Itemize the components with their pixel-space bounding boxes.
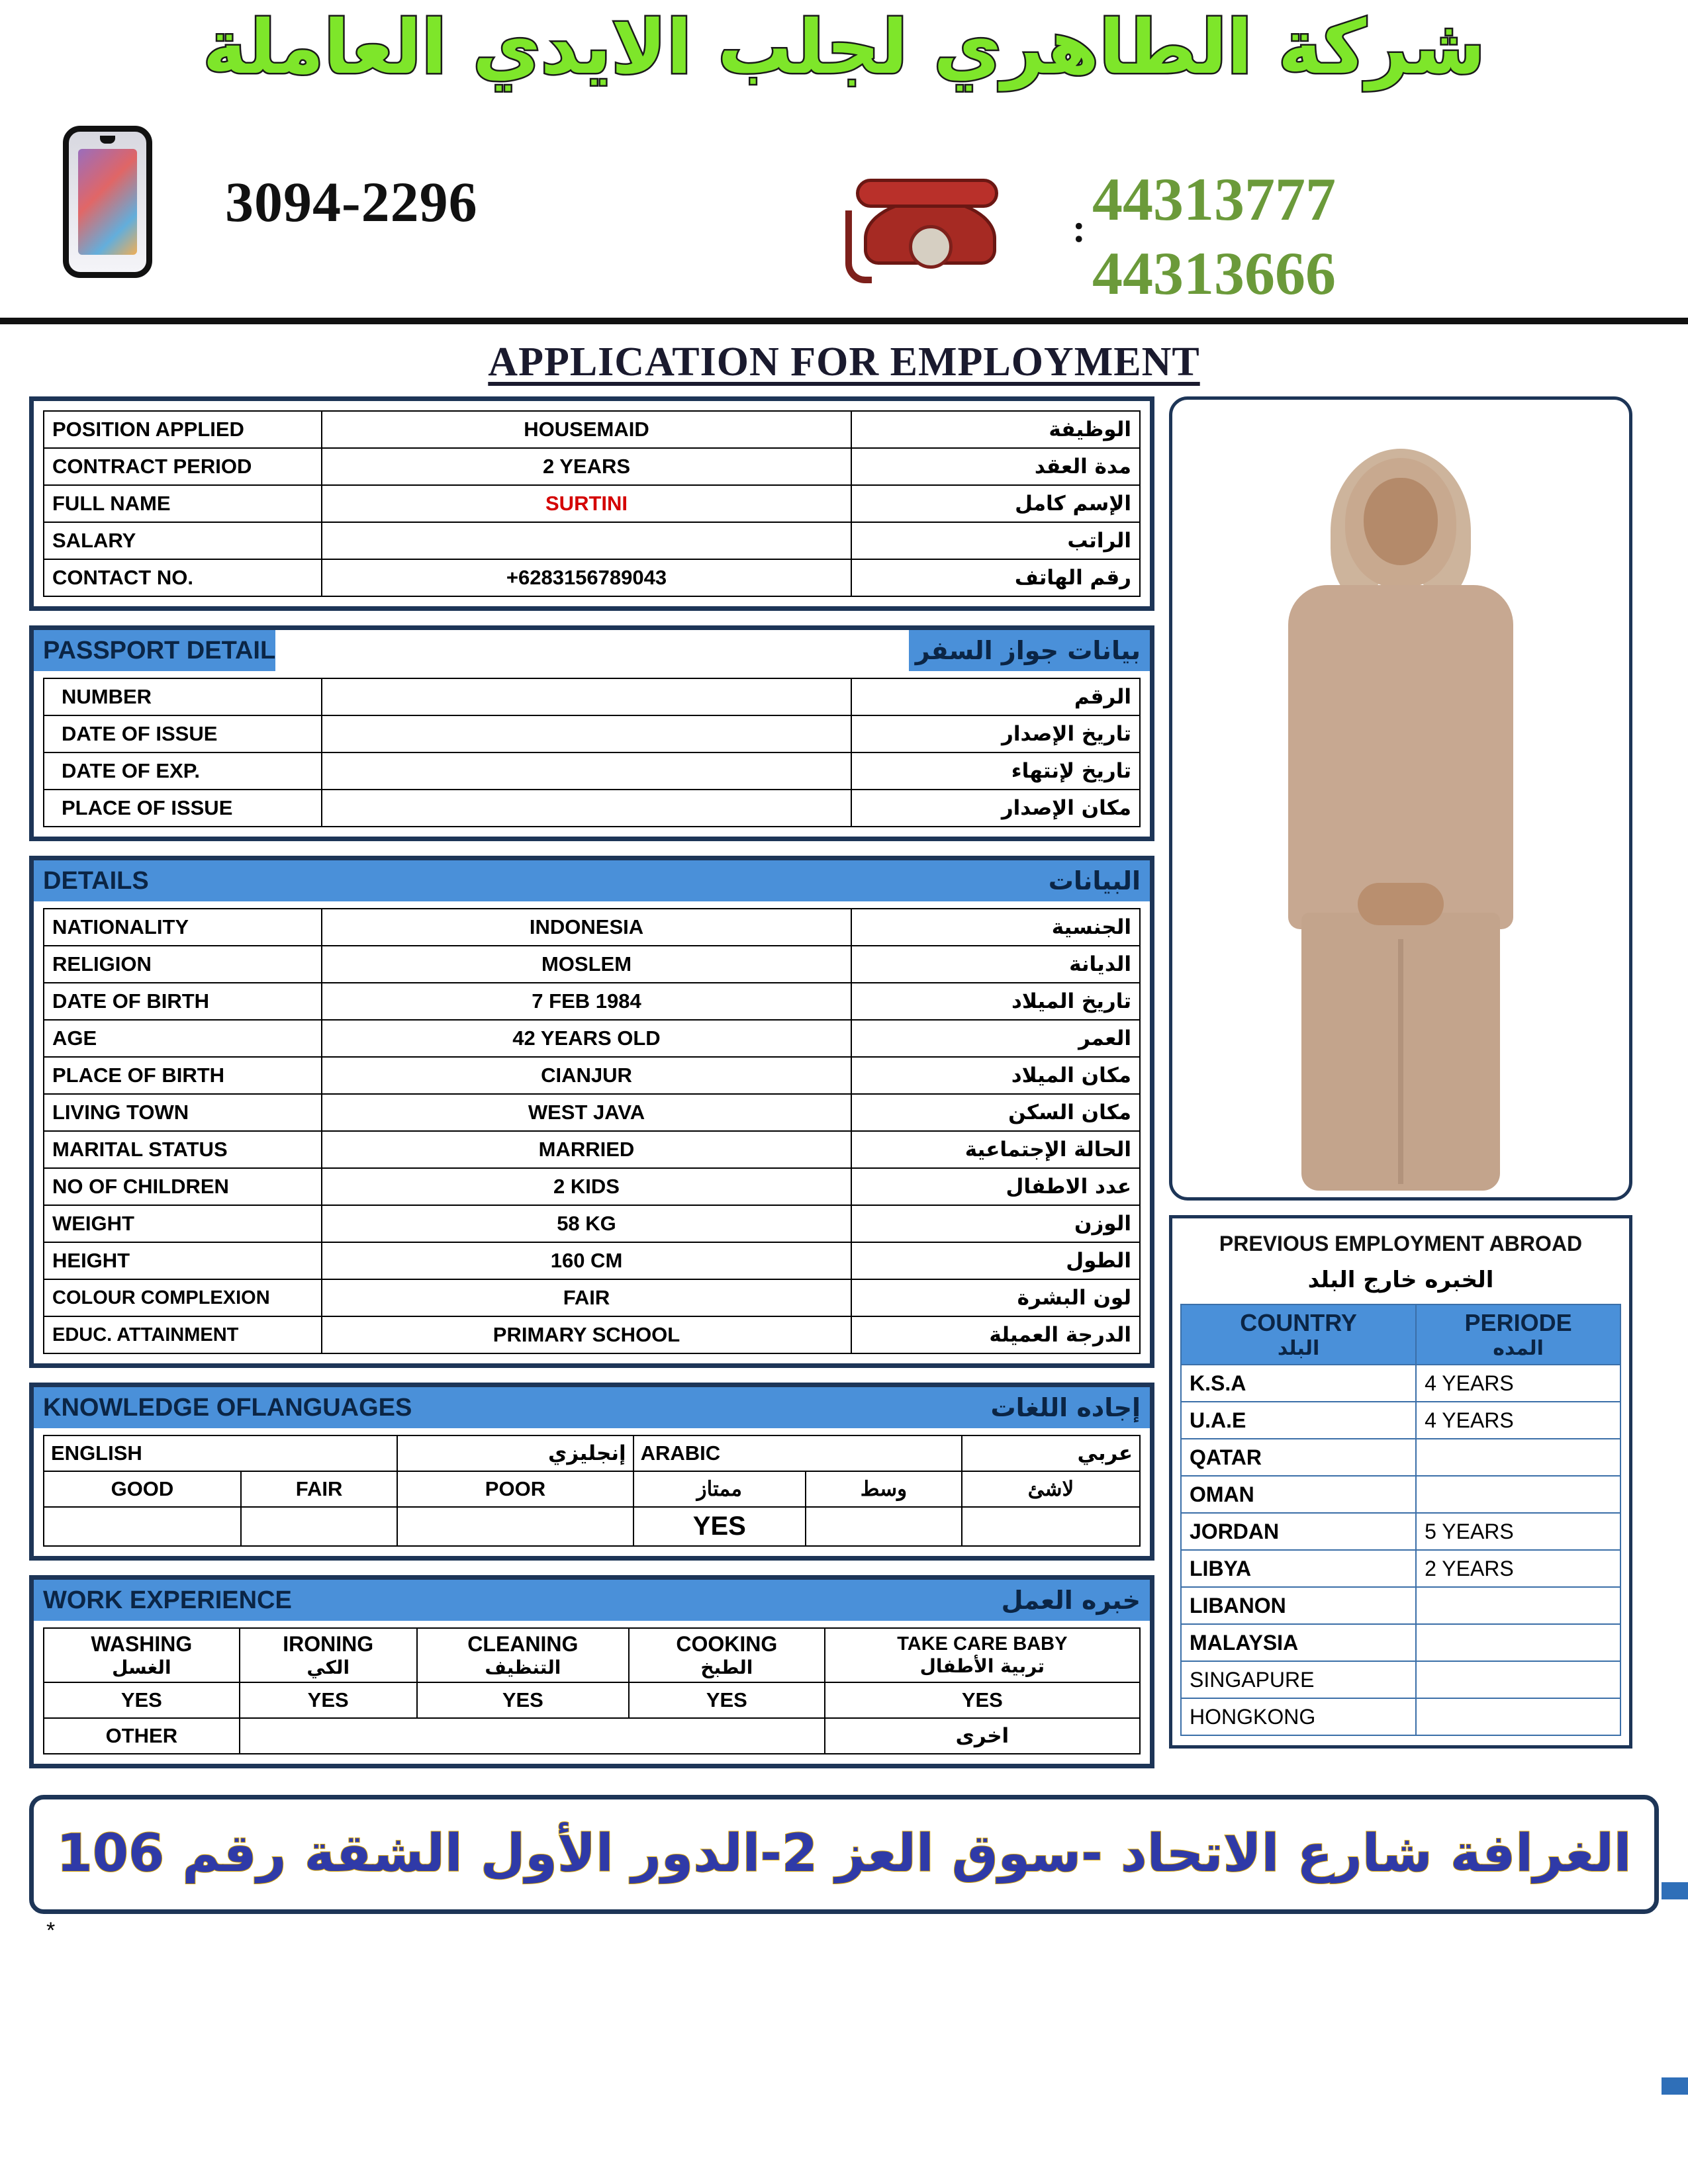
section-header-spacer: [292, 1580, 995, 1621]
work-column-washing: [44, 1628, 240, 1682]
field-value: MARRIED: [322, 1131, 851, 1168]
applicant-summary-panel: [29, 396, 1154, 611]
work-column-babycare: [825, 1628, 1140, 1682]
work-experience-panel: [29, 1575, 1154, 1768]
language-english-label: ENGLISH: [44, 1435, 397, 1471]
table-row: [44, 946, 1140, 983]
work-value-cleaning: YES: [417, 1682, 629, 1718]
work-label-babycare-arabic: تربية الأطفال: [919, 1655, 1045, 1677]
arabic-mark-medium: [806, 1507, 962, 1546]
table-row: [1181, 1402, 1620, 1439]
work-section-header: [34, 1580, 1150, 1621]
table-row: [1181, 1439, 1620, 1476]
field-value: 58 KG: [322, 1205, 851, 1242]
field-value: 2 YEARS: [322, 448, 851, 485]
applicant-photo-panel: [1169, 396, 1632, 1201]
work-column-ironing: [240, 1628, 417, 1682]
language-english-label-arabic: إنجليزي: [397, 1435, 633, 1471]
arabic-level-medium: وسط: [806, 1471, 962, 1507]
field-value: [322, 752, 851, 790]
country-name: JORDAN: [1181, 1513, 1416, 1550]
country-name: QATAR: [1181, 1439, 1416, 1476]
table-row: [44, 1205, 1140, 1242]
field-label: CONTRACT PERIOD: [44, 448, 322, 485]
field-value: CIANJUR: [322, 1057, 851, 1094]
section-header-spacer: [275, 630, 909, 671]
work-other-value: [240, 1718, 825, 1754]
field-label: LIVING TOWN: [44, 1094, 322, 1131]
left-column: [29, 396, 1154, 1783]
table-row: [44, 715, 1140, 752]
table-row: [44, 1628, 1140, 1682]
table-row: [44, 1057, 1140, 1094]
field-label-arabic: تاريخ لإنتهاء: [851, 752, 1140, 790]
table-row: [44, 448, 1140, 485]
table-row: [44, 1471, 1140, 1507]
field-label: MARITAL STATUS: [44, 1131, 322, 1168]
field-label: EDUC. ATTAINMENT: [44, 1316, 322, 1353]
column-header-period: [1416, 1304, 1620, 1365]
language-arabic-label: ARABIC: [633, 1435, 962, 1471]
field-label-arabic: مدة العقد: [851, 448, 1140, 485]
country-period: [1416, 1624, 1620, 1661]
telephone-handset-icon: [856, 179, 998, 208]
country-period: [1416, 1661, 1620, 1698]
table-row: [44, 1507, 1140, 1546]
table-row: [44, 1279, 1140, 1316]
table-row: [1181, 1624, 1620, 1661]
field-value: MOSLEM: [322, 946, 851, 983]
work-label-washing-arabic: الغسل: [112, 1657, 171, 1678]
field-label: NATIONALITY: [44, 909, 322, 946]
passport-section-title: PASSPORT DETAIL: [43, 636, 276, 664]
page-body: [0, 396, 1688, 1783]
field-label-arabic: الرقم: [851, 678, 1140, 715]
field-label-arabic: عدد الاطفال: [851, 1168, 1140, 1205]
field-value: 2 KIDS: [322, 1168, 851, 1205]
table-row: [44, 790, 1140, 827]
legs-shape: [1301, 913, 1500, 1191]
work-label-cleaning-arabic: التنظيف: [485, 1657, 561, 1678]
landline-number-2: 44313666: [1092, 240, 1336, 308]
field-label-arabic: الوظيفة: [851, 411, 1140, 448]
work-value-ironing: YES: [240, 1682, 417, 1718]
table-row: [44, 909, 1140, 946]
table-row: [1181, 1476, 1620, 1513]
details-table: [43, 908, 1141, 1354]
field-label-arabic: الطول: [851, 1242, 1140, 1279]
country-name: LIBANON: [1181, 1587, 1416, 1624]
field-label: FULL NAME: [44, 485, 322, 522]
field-label-arabic: الوزن: [851, 1205, 1140, 1242]
face-shape: [1364, 478, 1438, 565]
field-value: [322, 522, 851, 559]
work-label-cooking: COOKING: [676, 1632, 778, 1656]
section-header-spacer: [412, 1387, 984, 1428]
work-experience-table: [43, 1627, 1141, 1754]
country-period: 5 YEARS: [1416, 1513, 1620, 1550]
details-section-title-arabic: البيانات: [1048, 866, 1141, 895]
work-label-cooking-arabic: الطبخ: [700, 1657, 753, 1678]
table-row: [44, 522, 1140, 559]
field-label: RELIGION: [44, 946, 322, 983]
field-value: PRIMARY SCHOOL: [322, 1316, 851, 1353]
field-label: WEIGHT: [44, 1205, 322, 1242]
passport-section-title-arabic: بيانات جواز السفر: [915, 636, 1141, 665]
field-label: HEIGHT: [44, 1242, 322, 1279]
details-panel: [29, 856, 1154, 1368]
field-label-arabic: لون البشرة: [851, 1279, 1140, 1316]
right-column: [1169, 396, 1632, 1749]
field-label-arabic: رقم الهاتف: [851, 559, 1140, 596]
work-value-babycare: YES: [825, 1682, 1140, 1718]
page-header: [0, 0, 1688, 324]
previous-employment-title-arabic: الخبره خارج البلد: [1307, 1267, 1494, 1293]
table-row: [44, 411, 1140, 448]
table-row: [44, 1020, 1140, 1057]
country-period: [1416, 1698, 1620, 1735]
passport-section-header: [34, 630, 1150, 671]
english-mark-poor: [397, 1507, 633, 1546]
work-label-cleaning: CLEANING: [467, 1632, 579, 1656]
body-shape: [1288, 585, 1513, 929]
field-label-arabic: تاريخ الميلاد: [851, 983, 1140, 1020]
work-other-label-arabic: اخرى: [825, 1718, 1140, 1754]
column-header-country: [1181, 1304, 1416, 1365]
field-value: HOUSEMAID: [322, 411, 851, 448]
mobile-phone-icon: [63, 126, 152, 278]
english-level-poor: POOR: [397, 1471, 633, 1507]
previous-employment-table: [1180, 1304, 1621, 1736]
arabic-level-none: لاشئ: [962, 1471, 1140, 1507]
field-label: PLACE OF BIRTH: [44, 1057, 322, 1094]
previous-employment-panel: [1169, 1215, 1632, 1749]
work-label-washing: WASHING: [91, 1632, 193, 1656]
landline-number-1: 44313777: [1092, 165, 1336, 233]
field-label: NUMBER: [44, 678, 322, 715]
column-header-country-ar: البلد: [1277, 1337, 1320, 1360]
field-value: FAIR: [322, 1279, 851, 1316]
field-label: AGE: [44, 1020, 322, 1057]
field-label: COLOUR COMPLEXION: [44, 1279, 322, 1316]
details-section-title: DETAILS: [43, 866, 149, 895]
country-name: LIBYA: [1181, 1550, 1416, 1587]
table-row: [44, 1718, 1140, 1754]
section-header-spacer: [149, 860, 1042, 901]
field-value: +6283156789043: [322, 559, 851, 596]
table-row: [1181, 1661, 1620, 1698]
passport-detail-panel: [29, 625, 1154, 841]
telephone-icon: [837, 159, 1009, 291]
country-name: MALAYSIA: [1181, 1624, 1416, 1661]
field-value: [322, 678, 851, 715]
english-level-good: GOOD: [44, 1471, 241, 1507]
country-period: 2 YEARS: [1416, 1550, 1620, 1587]
country-period: 4 YEARS: [1416, 1365, 1620, 1402]
field-label-arabic: تاريخ الإصدار: [851, 715, 1140, 752]
arabic-mark-none: [962, 1507, 1140, 1546]
work-value-cooking: YES: [629, 1682, 825, 1718]
applicant-full-name: SURTINI: [322, 485, 851, 522]
landline-numbers: [1072, 162, 1336, 310]
table-row: [1181, 1550, 1620, 1587]
country-name: K.S.A: [1181, 1365, 1416, 1402]
field-label: DATE OF BIRTH: [44, 983, 322, 1020]
field-label: POSITION APPLIED: [44, 411, 322, 448]
previous-employment-title: PREVIOUS EMPLOYMENT ABROAD: [1219, 1232, 1583, 1255]
english-mark-good: [44, 1507, 241, 1546]
field-value: [322, 715, 851, 752]
field-label-arabic: الإسم كامل: [851, 485, 1140, 522]
mobile-number: 3094-2296: [225, 170, 478, 234]
table-row: [44, 1316, 1140, 1353]
country-name: HONGKONG: [1181, 1698, 1416, 1735]
languages-table: [43, 1435, 1141, 1547]
table-header-row: [1181, 1304, 1620, 1365]
field-label-arabic: الراتب: [851, 522, 1140, 559]
field-value: [322, 790, 851, 827]
field-label-arabic: مكان السكن: [851, 1094, 1140, 1131]
field-label: CONTACT NO.: [44, 559, 322, 596]
column-header-period-ar: المده: [1493, 1337, 1544, 1360]
company-name-arabic: شركة الطاهري لجلب الايدي العاملة: [203, 5, 1485, 91]
table-row: [1181, 1365, 1620, 1402]
table-row: [44, 1435, 1140, 1471]
footer-address-arabic: الغرافة شارع الاتحاد -سوق العز 2-الدور الأول الشقة رقم 106: [56, 1824, 1632, 1884]
work-value-washing: YES: [44, 1682, 240, 1718]
hands-shape: [1358, 883, 1444, 925]
languages-section-header: [34, 1387, 1150, 1428]
table-row: [44, 1094, 1140, 1131]
work-label-babycare: TAKE CARE BABY: [897, 1633, 1068, 1655]
edge-marker-1: [1662, 1882, 1688, 1899]
field-label-arabic: مكان الإصدار: [851, 790, 1140, 827]
table-row: [44, 752, 1140, 790]
languages-section-title: KNOWLEDGE OFLANGUAGES: [43, 1393, 412, 1422]
country-period: [1416, 1587, 1620, 1624]
field-label: PLACE OF ISSUE: [44, 790, 322, 827]
languages-section-title-arabic: إجاده اللغات: [990, 1393, 1141, 1422]
column-header-country-en: COUNTRY: [1240, 1309, 1357, 1336]
field-label-arabic: الدرجة العميلة: [851, 1316, 1140, 1353]
field-value: INDONESIA: [322, 909, 851, 946]
table-row: [44, 1168, 1140, 1205]
footer-star: *: [46, 1918, 56, 1943]
table-row: [44, 678, 1140, 715]
field-label-arabic: مكان الميلاد: [851, 1057, 1140, 1094]
field-label: DATE OF EXP.: [44, 752, 322, 790]
passport-detail-table: [43, 678, 1141, 827]
arabic-level-excellent: ممتاز: [633, 1471, 806, 1507]
field-label-arabic: الجنسية: [851, 909, 1140, 946]
table-row: [1181, 1513, 1620, 1550]
page-title: APPLICATION FOR EMPLOYMENT: [488, 340, 1200, 385]
column-header-period-en: PERIODE: [1464, 1309, 1572, 1336]
country-period: 4 YEARS: [1416, 1402, 1620, 1439]
table-row: [1181, 1698, 1620, 1735]
field-value: 42 YEARS OLD: [322, 1020, 851, 1057]
country-period: [1416, 1439, 1620, 1476]
country-period: [1416, 1476, 1620, 1513]
field-label: DATE OF ISSUE: [44, 715, 322, 752]
field-label-arabic: العمر: [851, 1020, 1140, 1057]
work-section-title: WORK EXPERIENCE: [43, 1586, 292, 1614]
details-section-header: [34, 860, 1150, 901]
telephone-dial-icon: [909, 225, 953, 269]
arabic-mark-excellent: YES: [633, 1507, 806, 1546]
table-row: [44, 983, 1140, 1020]
edge-marker-2: [1662, 2077, 1688, 2095]
table-row: [44, 559, 1140, 596]
field-label: NO OF CHILDREN: [44, 1168, 322, 1205]
languages-panel: [29, 1383, 1154, 1561]
table-row: [44, 1131, 1140, 1168]
applicant-summary-table: [43, 410, 1141, 597]
field-value: 7 FEB 1984: [322, 983, 851, 1020]
table-row: [44, 1682, 1140, 1718]
field-label: SALARY: [44, 522, 322, 559]
field-value: WEST JAVA: [322, 1094, 851, 1131]
work-column-cleaning: [417, 1628, 629, 1682]
applicant-photo: [1172, 426, 1629, 1184]
language-arabic-label-arabic: عربي: [962, 1435, 1140, 1471]
field-label-arabic: الحالة الإجتماعية: [851, 1131, 1140, 1168]
work-section-title-arabic: خبره العمل: [1001, 1586, 1141, 1615]
country-name: SINGAPURE: [1181, 1661, 1416, 1698]
country-name: U.A.E: [1181, 1402, 1416, 1439]
table-row: [1181, 1587, 1620, 1624]
country-name: OMAN: [1181, 1476, 1416, 1513]
work-other-label: OTHER: [44, 1718, 240, 1754]
field-value: 160 CM: [322, 1242, 851, 1279]
table-row: [44, 1242, 1140, 1279]
work-label-ironing: IRONING: [283, 1632, 374, 1656]
colon-separator: :: [1072, 206, 1086, 250]
work-label-ironing-arabic: الكي: [306, 1657, 350, 1678]
field-label-arabic: الديانة: [851, 946, 1140, 983]
english-level-fair: FAIR: [241, 1471, 397, 1507]
page-footer: [29, 1795, 1659, 1914]
table-row: [44, 485, 1140, 522]
english-mark-fair: [241, 1507, 397, 1546]
work-column-cooking: [629, 1628, 825, 1682]
